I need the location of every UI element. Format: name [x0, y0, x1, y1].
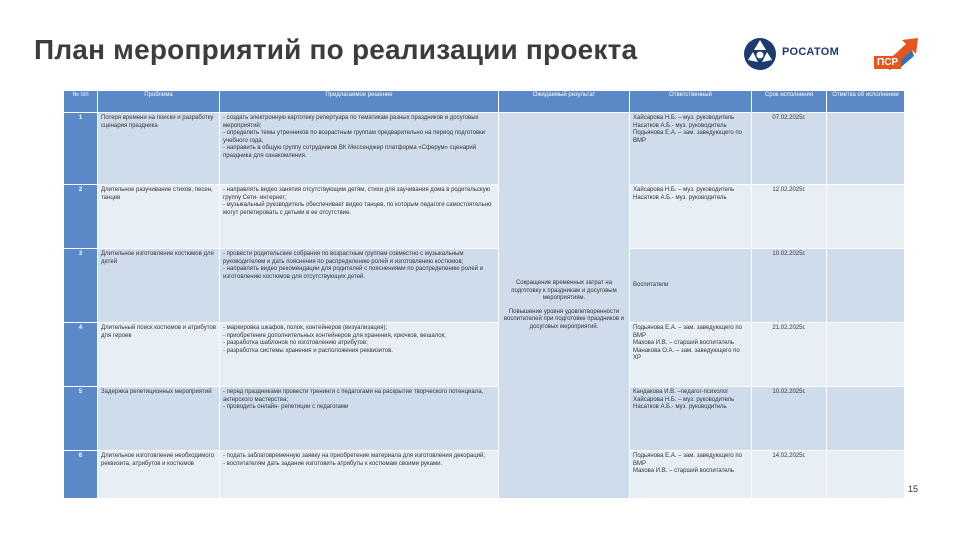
slide-title: План мероприятий по реализации проекта [34, 34, 638, 65]
header-completion-mark: Отметка об исполнении [827, 91, 905, 113]
row-number: 5 [64, 387, 98, 451]
row-number: 6 [64, 451, 98, 499]
solution-line: - маркировка шкафов, полок, контейнеров (визуализация); [223, 325, 388, 331]
expected-result-line: Сокращение временных затрат на подготовку к праздникам и досуговым мероприятиям. [511, 280, 617, 301]
page-number: 15 [908, 484, 919, 494]
solution-line: - создать электронную картотеку репертуара по тематикам разных праздников и досуговых мероприятий; [223, 115, 479, 129]
completion-mark-cell [827, 113, 905, 185]
deadline-cell: 21.02.2025г. [752, 323, 827, 387]
completion-mark-cell [827, 185, 905, 249]
deadline-cell: 12.02.2025г. [752, 185, 827, 249]
completion-mark-cell [827, 451, 905, 499]
solution-line: - определить темы утренников по возрастным группам предварительно на период подготовки учебного года; [223, 130, 486, 144]
solution-line: - проводить онлайн- репетиции с педагогами [223, 404, 349, 410]
completion-mark-cell [827, 323, 905, 387]
rosatom-wordmark: РОСАТОМ [782, 46, 840, 58]
header-problem: Проблема [98, 91, 220, 113]
solution-line: - направлять видео рекомендации для родителей с пояснениями по распределению ролей и изготовлению костюмов для отсутствующих детей. [223, 266, 484, 280]
problem-cell: Длительное изготовление необходимого реквизита, атрибутов и костюмов [98, 451, 220, 499]
solution-cell [220, 451, 499, 499]
solution-line: - подать заблаговременную заявку на приобретение материала для изготовления декораций; [223, 453, 486, 459]
solution-line: - приобретение дополнительных контейнеров для хранения, крючков, вешалок; [223, 332, 446, 339]
row-number: 2 [64, 185, 98, 249]
responsible-line: Хайсарова Н.Б. – муз. руководитель [633, 396, 735, 403]
problem-cell: Длительное разучивание стихов, песен, танцев [98, 185, 220, 249]
responsible-line: Насатков А.Б.- муз. руководитель [633, 404, 727, 410]
problem-cell: Задержка репетиционных мероприятий [98, 387, 220, 451]
table-row [64, 249, 905, 323]
header-responsible: Ответственный [630, 91, 752, 113]
problem-cell: Длительный поиск костюмов и атрибутов для героев [98, 323, 220, 387]
table-row [64, 451, 905, 499]
completion-mark-cell [827, 249, 905, 323]
solution-cell [220, 113, 499, 185]
responsible-line: Махова И.В. – старший воспитатель [633, 340, 735, 346]
rosatom-logo [742, 36, 852, 74]
responsible-line: Махова И.В. – старший воспитатель [633, 468, 735, 474]
deadline-cell: 10.02.2025г. [752, 249, 827, 323]
solution-line: - разработка шаблонов по изготовлению атрибутов; [223, 340, 368, 346]
expected-result-cell [499, 113, 630, 499]
responsible-line: Хайсарова Н.Б. – муз. руководитель [633, 115, 735, 121]
row-number: 4 [64, 323, 98, 387]
solution-line: - разработка системы хранения и расположения реквизитов. [223, 347, 393, 354]
rosatom-emblem-icon [742, 36, 778, 72]
responsible-line: Насатков А.Б.- муз. руководитель [633, 194, 727, 201]
responsible-line: Подьянова Е.А. – зам. заведующего по ВМР [633, 130, 742, 144]
solution-cell [220, 249, 499, 323]
header-deadline: Срок исполнения [752, 91, 827, 113]
row-number: 3 [64, 249, 98, 323]
deadline-cell: 10.02.2025г. [752, 387, 827, 451]
completion-mark-cell [827, 387, 905, 451]
responsible-line: Манакова О.А. – зам. заведующего по ХР [633, 347, 740, 361]
problem-cell: Длительное изготовление костюмов для детей [98, 249, 220, 323]
solution-line: - перед праздниками провести тренинги с педагогами на раскрытие творческого потенциала, актерского мастерства; [223, 389, 484, 403]
psr-wordmark: ПСР [874, 56, 901, 69]
expected-result-line: Повышение уровня удовлетворенности воспитателей при подготовке праздников и досуговых мероприятий. [503, 308, 625, 330]
table-row [64, 323, 905, 387]
deadline-cell: 07.02.2025г. [752, 113, 827, 185]
solution-cell [220, 323, 499, 387]
solution-line: - воспитателям дать задание изготовить атрибуты к костюмам своими руками. [223, 460, 443, 467]
responsible-cell [630, 451, 752, 499]
solution-line: - музыкальный руководитель обеспечивает видео танцев, по которым педагоги самостоятельно могут репетировать с детьми в ее отсутствие. [223, 202, 492, 216]
header-expected-result: Ожидаемый результат [499, 91, 630, 113]
table-row [64, 387, 905, 451]
solution-line: - направлять видео занятия отсутствующим детям, стихи для заучивания дома в родительскую группу Сети- интернет; [223, 187, 491, 201]
responsible-line: Подьянова Е.А. – зам. заведующего по ВМР [633, 325, 742, 339]
responsible-line: Подьянова Е.А. – зам. заведующего по ВМР [633, 453, 742, 467]
project-plan-table [63, 90, 905, 499]
responsible-line: Насатков А.Б.- муз. руководитель [633, 122, 727, 129]
responsible-line: Кандакова И.В. –педагог-психолог [633, 389, 729, 395]
responsible-cell [630, 387, 752, 451]
problem-cell: Потеря времени на поиски и разработку сценария праздника [98, 113, 220, 185]
responsible-cell [630, 323, 752, 387]
deadline-cell: 14.02.2025г. [752, 451, 827, 499]
table-row [64, 185, 905, 249]
solution-cell [220, 387, 499, 451]
responsible-cell [630, 185, 752, 249]
table-header-row [64, 91, 905, 113]
header-solution: Предлагаемое решение [220, 91, 499, 113]
solution-cell [220, 185, 499, 249]
responsible-cell [630, 113, 752, 185]
responsible-line: Хайсарова Н.Б. – муз. руководитель [633, 187, 735, 193]
responsible-line: Воспитатели [633, 281, 669, 288]
solution-line: - провести родительские собрания по возрастным группам совместно с музыкальным руководителем и дать пояснения по распределению ролей и изготовлению костюмов; [223, 251, 464, 265]
table-row [64, 113, 905, 185]
row-number: 1 [64, 113, 98, 185]
header-num: № п/п [64, 91, 98, 113]
solution-line: - направить в общую группу сотрудников ВК Мессенджер платформа «Сферум» сценарий праздника для ознакомления. [223, 145, 477, 159]
responsible-cell [630, 249, 752, 323]
psr-logo [872, 36, 924, 72]
